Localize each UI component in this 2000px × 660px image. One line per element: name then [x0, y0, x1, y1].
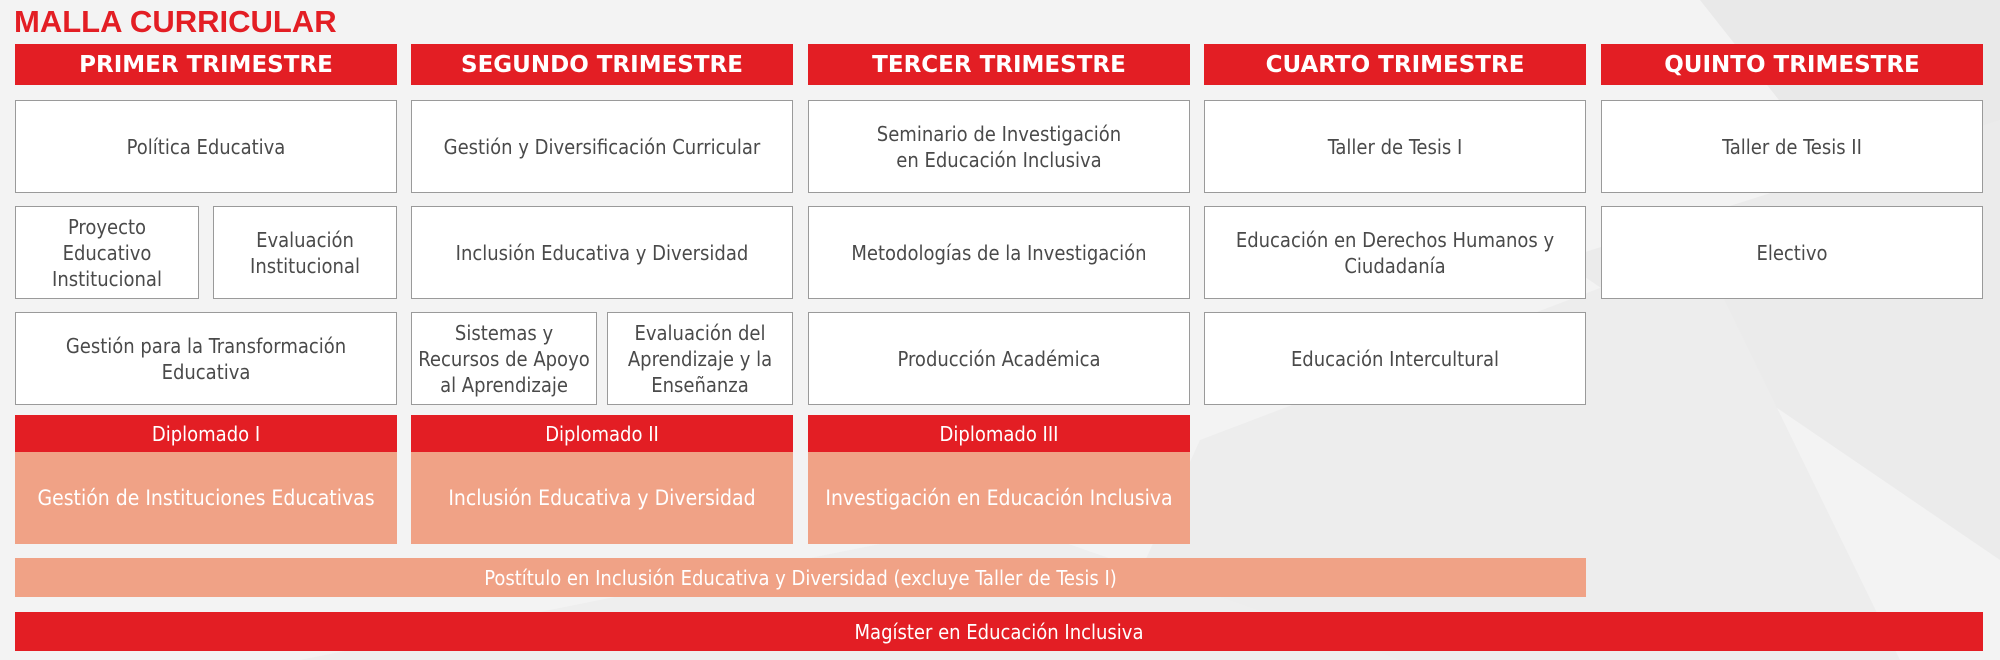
course-label: Inclusión Educativa y Diversidad [455, 240, 749, 265]
course-taller-tesis-1 [1204, 100, 1586, 193]
course-metodologias [808, 206, 1190, 299]
header-primer-trimestre: PRIMER TRIMESTRE [15, 44, 397, 85]
course-politica-educativa [15, 100, 397, 193]
course-educacion-intercultural [1204, 312, 1586, 405]
course-taller-tesis-2 [1601, 100, 1983, 193]
course-inclusion-diversidad [411, 206, 793, 299]
course-evaluacion-aprendizaje [607, 312, 793, 405]
magister-bar: Magíster en Educación Inclusiva [15, 612, 1983, 651]
course-derechos-humanos [1204, 206, 1586, 299]
course-sistemas-recursos [411, 312, 597, 405]
course-label: Educación en Derechos Humanos y Ciudadanía [1235, 227, 1555, 278]
header-tercer-trimestre: TERCER TRIMESTRE [808, 44, 1190, 85]
course-evaluacion-institucional [213, 206, 397, 299]
page-title: MALLA CURRICULAR [14, 4, 337, 39]
course-label: Electivo [1756, 240, 1828, 265]
course-label: Metodologías de la Investigación [851, 240, 1147, 265]
course-label: Sistemas y Recursos de Apoyo al Aprendizaje [418, 320, 590, 397]
course-gestion-diversificacion [411, 100, 793, 193]
diploma-2-name: Inclusión Educativa y Diversidad [411, 452, 793, 544]
course-label: Gestión para la Transformación Educativa [65, 333, 347, 384]
course-label: Política Educativa [126, 134, 286, 159]
postitulo-bar: Postítulo en Inclusión Educativa y Diversidad (excluye Taller de Tesis I) [15, 558, 1586, 597]
course-label: Producción Académica [897, 346, 1101, 371]
course-seminario-investigacion [808, 100, 1190, 193]
course-proyecto-educativo [15, 206, 199, 299]
course-label: Evaluación Institucional [250, 227, 360, 278]
course-produccion-academica [808, 312, 1190, 405]
course-label: Taller de Tesis II [1722, 134, 1862, 159]
course-label: Educación Intercultural [1290, 346, 1500, 371]
diploma-3-name: Investigación en Educación Inclusiva [808, 452, 1190, 544]
course-label: Taller de Tesis I [1327, 134, 1463, 159]
header-segundo-trimestre: SEGUNDO TRIMESTRE [411, 44, 793, 85]
diploma-2-label: Diplomado II [411, 415, 793, 452]
header-quinto-trimestre: QUINTO TRIMESTRE [1601, 44, 1983, 85]
header-cuarto-trimestre: CUARTO TRIMESTRE [1204, 44, 1586, 85]
diploma-1-label: Diplomado I [15, 415, 397, 452]
course-label: Proyecto Educativo Institucional [52, 214, 162, 291]
diploma-3-label: Diplomado III [808, 415, 1190, 452]
course-gestion-transformacion [15, 312, 397, 405]
course-label: Seminario de Investigación en Educación Inclusiva [876, 121, 1122, 172]
diploma-1-name: Gestión de Instituciones Educativas [15, 452, 397, 544]
course-label: Gestión y Diversificación Curricular [443, 134, 761, 159]
course-label: Evaluación del Aprendizaje y la Enseñanza [627, 320, 773, 397]
course-electivo [1601, 206, 1983, 299]
